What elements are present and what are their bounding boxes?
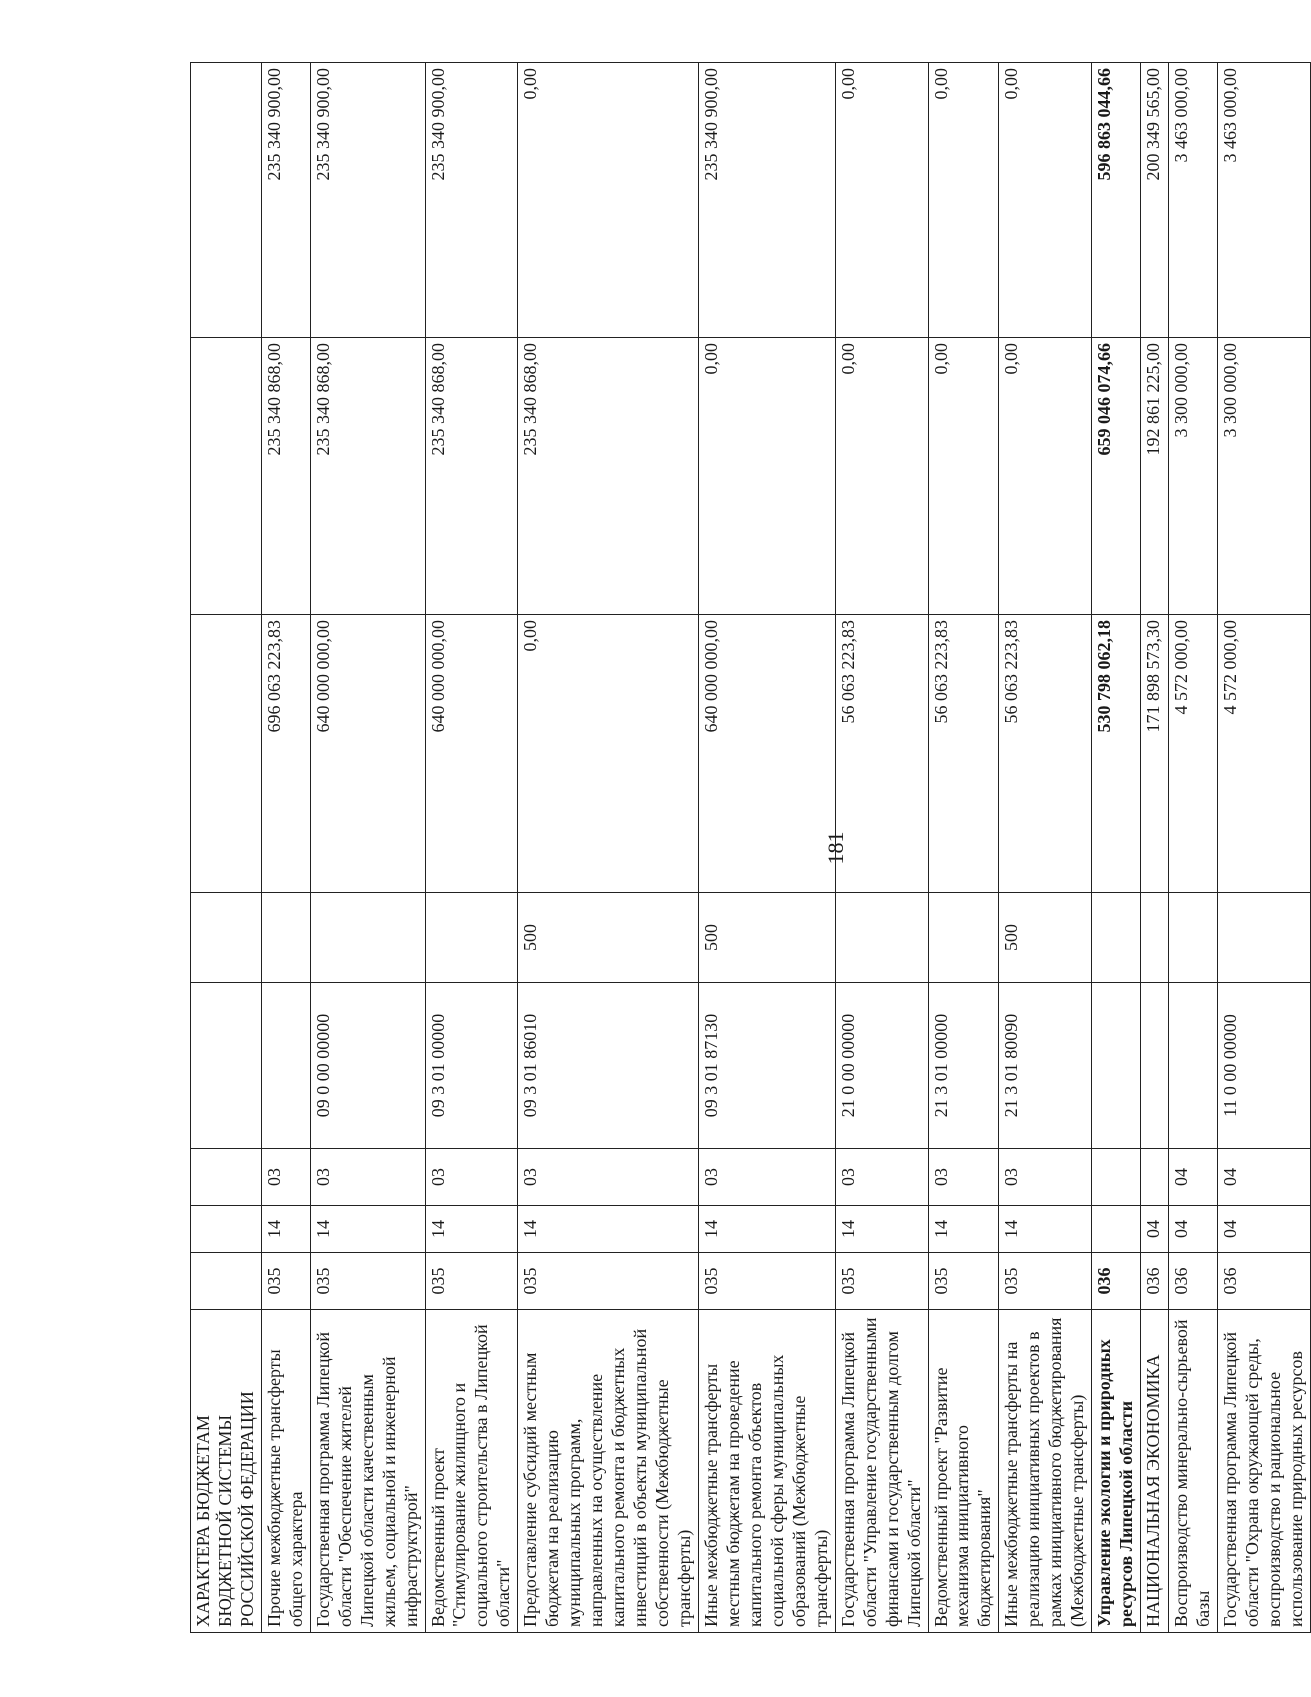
row-name: НАЦИОНАЛЬНАЯ ЭКОНОМИКА — [1141, 1310, 1169, 1633]
budget-table-rotated — [190, 63, 1306, 1633]
table-row — [425, 63, 518, 1633]
code-cell: 035 — [310, 1253, 425, 1310]
section-cell: 14 — [928, 1206, 999, 1253]
subsection-cell: 03 — [835, 1149, 928, 1206]
value-2024-cell: 0,00 — [518, 615, 699, 893]
type-cell — [191, 893, 262, 983]
code-cell: 035 — [928, 1253, 999, 1310]
subsection-cell: 04 — [1217, 1149, 1310, 1206]
value-2026-cell: 235 340 900,00 — [425, 63, 518, 338]
section-cell: 14 — [425, 1206, 518, 1253]
section-cell: 04 — [1141, 1206, 1169, 1253]
row-name: ХАРАКТЕРА БЮДЖЕТАМ БЮДЖЕТНОЙ СИСТЕМЫ РОССИЙСКОЙ ФЕДЕРАЦИИ — [191, 1310, 262, 1633]
subsection-cell: 03 — [310, 1149, 425, 1206]
row-name: Ведомственный проект "Развитие механизма инициативного бюджетирования" — [928, 1310, 999, 1633]
article-cell: 09 3 01 87130 — [698, 983, 835, 1149]
table-row — [1092, 63, 1141, 1633]
article-cell: 21 3 01 00000 — [928, 983, 999, 1149]
article-cell — [191, 983, 262, 1149]
value-2026-cell: 235 340 900,00 — [698, 63, 835, 338]
type-cell — [310, 893, 425, 983]
value-2025-cell: 235 340 868,00 — [425, 338, 518, 615]
value-2025-cell: 0,00 — [928, 338, 999, 615]
row-name: Иные межбюджетные трансферты на реализацию инициативных проектов в рамках инициативного бюджетирования (Межбюджетные трансферты) — [999, 1310, 1092, 1633]
article-cell: 21 0 00 00000 — [835, 983, 928, 1149]
subsection-cell — [1092, 1149, 1141, 1206]
value-2024-cell: 640 000 000,00 — [698, 615, 835, 893]
subsection-cell: 04 — [1169, 1149, 1218, 1206]
section-cell: 04 — [1217, 1206, 1310, 1253]
code-cell: 035 — [425, 1253, 518, 1310]
value-2024-cell: 530 798 062,18 — [1092, 615, 1141, 893]
article-cell — [1169, 983, 1218, 1149]
budget-table — [190, 62, 1311, 1633]
value-2024-cell: 4 572 000,00 — [1169, 615, 1218, 893]
value-2026-cell: 235 340 900,00 — [310, 63, 425, 338]
value-2026-cell: 200 349 565,00 — [1141, 63, 1169, 338]
section-cell: 04 — [1169, 1206, 1218, 1253]
row-name: Управление экологии и природных ресурсов Липецкой области — [1092, 1310, 1141, 1633]
row-name: Предоставление субсидий местным бюджетам на реализацию муниципальных программ, направленных на осуществление капитального ремонта и бюджетных инвестиций в объекты муниципальной собственности (Межбюджетные трансферты) — [518, 1310, 699, 1633]
type-cell — [1141, 893, 1169, 983]
row-name: Воспроизводство минерально-сырьевой базы — [1169, 1310, 1218, 1633]
table-row — [835, 63, 928, 1633]
type-cell: 500 — [698, 893, 835, 983]
type-cell — [1217, 893, 1310, 983]
value-2025-cell: 0,00 — [698, 338, 835, 615]
value-2025-cell: 235 340 868,00 — [518, 338, 699, 615]
table-row — [261, 63, 310, 1633]
value-2026-cell: 0,00 — [835, 63, 928, 338]
value-2025-cell: 3 300 000,00 — [1217, 338, 1310, 615]
value-2026-cell: 596 863 044,66 — [1092, 63, 1141, 338]
article-cell — [1141, 983, 1169, 1149]
type-cell — [1169, 893, 1218, 983]
value-2024-cell: 56 063 223,83 — [999, 615, 1092, 893]
row-name: Государственная программа Липецкой области "Охрана окружающей среды, воспроизводство и рациональное использование природных ресурсов — [1217, 1310, 1310, 1633]
section-cell: 14 — [999, 1206, 1092, 1253]
type-cell — [835, 893, 928, 983]
type-cell — [425, 893, 518, 983]
type-cell — [1092, 893, 1141, 983]
code-cell: 036 — [1217, 1253, 1310, 1310]
code-cell: 035 — [518, 1253, 699, 1310]
section-cell: 14 — [835, 1206, 928, 1253]
section-cell: 14 — [698, 1206, 835, 1253]
section-cell — [191, 1206, 262, 1253]
value-2024-cell: 4 572 000,00 — [1217, 615, 1310, 893]
code-cell: 036 — [1092, 1253, 1141, 1310]
value-2025-cell: 0,00 — [999, 338, 1092, 615]
table-row — [999, 63, 1092, 1633]
article-cell: 09 3 01 86010 — [518, 983, 699, 1149]
table-row — [191, 63, 262, 1633]
article-cell: 21 3 01 80090 — [999, 983, 1092, 1149]
value-2025-cell: 659 046 074,66 — [1092, 338, 1141, 615]
value-2025-cell: 0,00 — [835, 338, 928, 615]
value-2026-cell: 235 340 900,00 — [261, 63, 310, 338]
row-name: Прочие межбюджетные трансферты общего характера — [261, 1310, 310, 1633]
value-2025-cell: 192 861 225,00 — [1141, 338, 1169, 615]
article-cell: 09 3 01 00000 — [425, 983, 518, 1149]
value-2024-cell — [191, 615, 262, 893]
row-name: Государственная программа Липецкой области "Управление государственными финансами и государственным долгом Липецкой области" — [835, 1310, 928, 1633]
table-row — [1169, 63, 1218, 1633]
code-cell — [191, 1253, 262, 1310]
section-cell: 14 — [261, 1206, 310, 1253]
row-name: Иные межбюджетные трансферты местным бюджетам на проведение капитального ремонта объектов социальной сферы муниципальных образований (Межбюджетные трансферты) — [698, 1310, 835, 1633]
subsection-cell: 03 — [928, 1149, 999, 1206]
subsection-cell: 03 — [518, 1149, 699, 1206]
code-cell: 035 — [261, 1253, 310, 1310]
subsection-cell: 03 — [698, 1149, 835, 1206]
value-2025-cell — [191, 338, 262, 615]
subsection-cell: 03 — [999, 1149, 1092, 1206]
row-name: Государственная программа Липецкой области "Обеспечение жителей Липецкой области качественным жильем, социальной и инженерной инфраструктурой" — [310, 1310, 425, 1633]
row-name: Ведомственный проект "Стимулирование жилищного и социального строительства в Липецкой области" — [425, 1310, 518, 1633]
value-2025-cell: 235 340 868,00 — [261, 338, 310, 615]
value-2024-cell: 56 063 223,83 — [928, 615, 999, 893]
value-2026-cell: 3 463 000,00 — [1169, 63, 1218, 338]
value-2024-cell: 640 000 000,00 — [425, 615, 518, 893]
table-row — [1217, 63, 1310, 1633]
value-2024-cell: 640 000 000,00 — [310, 615, 425, 893]
code-cell: 035 — [698, 1253, 835, 1310]
subsection-cell: 03 — [261, 1149, 310, 1206]
subsection-cell — [1141, 1149, 1169, 1206]
value-2026-cell: 0,00 — [928, 63, 999, 338]
value-2026-cell — [191, 63, 262, 338]
table-row — [1141, 63, 1169, 1633]
table-row — [310, 63, 425, 1633]
type-cell: 500 — [518, 893, 699, 983]
code-cell: 035 — [835, 1253, 928, 1310]
code-cell: 036 — [1141, 1253, 1169, 1310]
code-cell: 035 — [999, 1253, 1092, 1310]
type-cell — [261, 893, 310, 983]
value-2024-cell: 56 063 223,83 — [835, 615, 928, 893]
article-cell — [261, 983, 310, 1149]
value-2025-cell: 3 300 000,00 — [1169, 338, 1218, 615]
value-2026-cell: 3 463 000,00 — [1217, 63, 1310, 338]
subsection-cell — [191, 1149, 262, 1206]
table-row — [698, 63, 835, 1633]
value-2024-cell: 696 063 223,83 — [261, 615, 310, 893]
code-cell: 036 — [1169, 1253, 1218, 1310]
type-cell — [928, 893, 999, 983]
section-cell: 14 — [518, 1206, 699, 1253]
value-2026-cell: 0,00 — [999, 63, 1092, 338]
article-cell: 09 0 00 00000 — [310, 983, 425, 1149]
section-cell — [1092, 1206, 1141, 1253]
article-cell: 11 0 00 00000 — [1217, 983, 1310, 1149]
subsection-cell: 03 — [425, 1149, 518, 1206]
value-2024-cell: 171 898 573,30 — [1141, 615, 1169, 893]
article-cell — [1092, 983, 1141, 1149]
value-2026-cell: 0,00 — [518, 63, 699, 338]
table-row — [518, 63, 699, 1633]
type-cell: 500 — [999, 893, 1092, 983]
page-number: 181 — [823, 831, 848, 865]
value-2025-cell: 235 340 868,00 — [310, 338, 425, 615]
table-row — [928, 63, 999, 1633]
section-cell: 14 — [310, 1206, 425, 1253]
